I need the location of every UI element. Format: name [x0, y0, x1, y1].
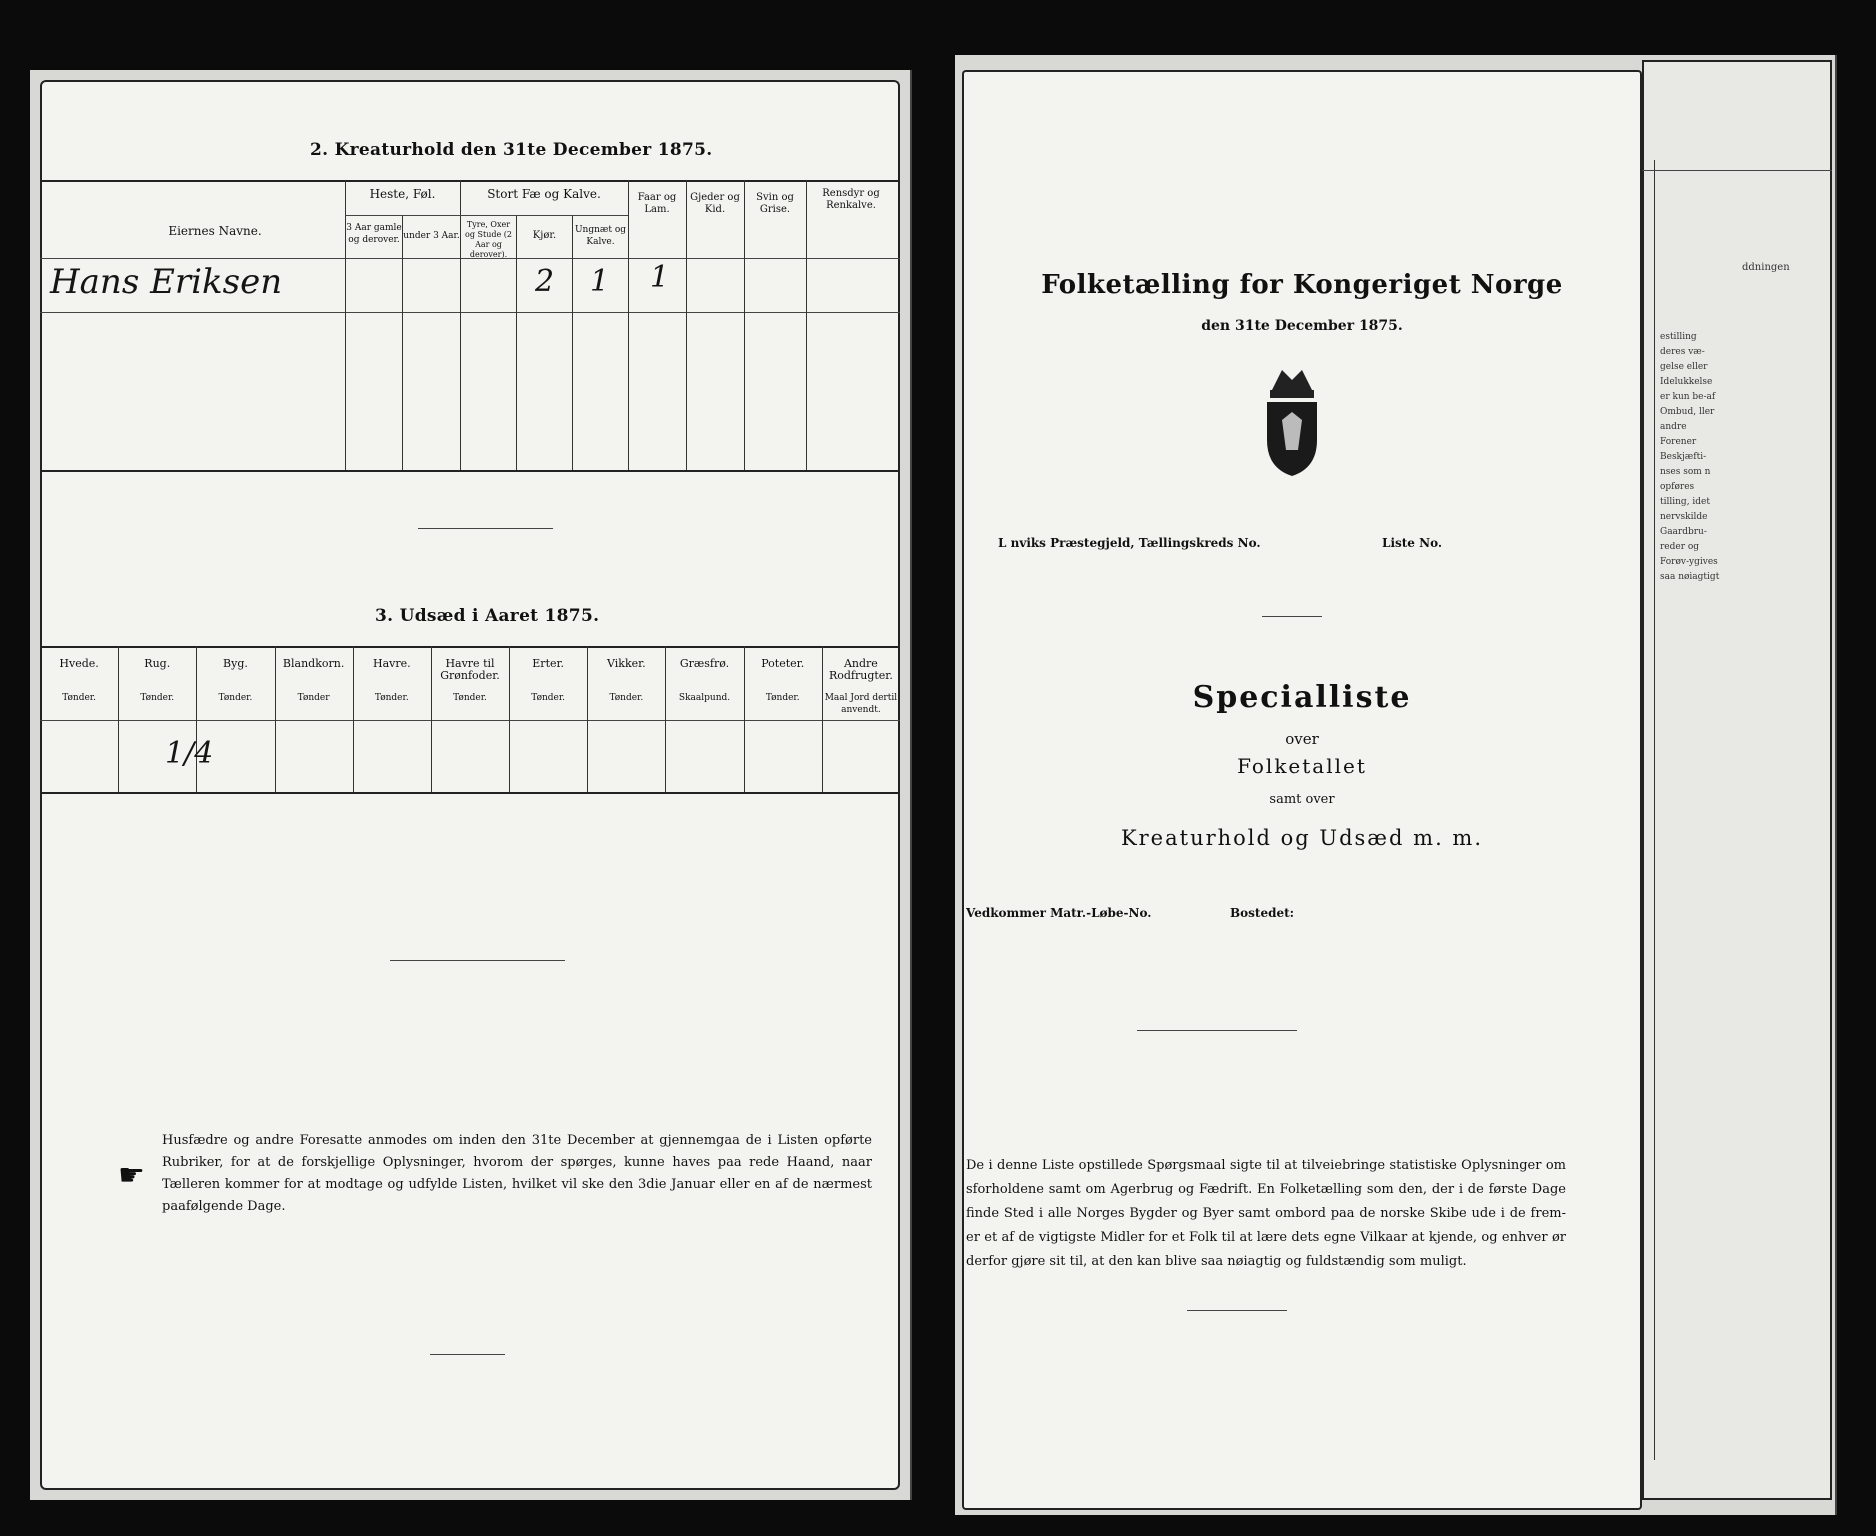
seed-col-name: Hvede.: [59, 657, 99, 670]
parish-line: L nviks Præstegjeld, Tællingskreds No.: [998, 536, 1261, 550]
separator: [390, 960, 565, 961]
sub-header: Ungnæt og Kalve.: [574, 225, 627, 247]
col-divider: [628, 180, 629, 470]
sub-header: Tyre, Oxer og Stude (2 Aar og derover).: [465, 220, 512, 259]
owner-name-handwritten: Hans Eriksen: [50, 262, 283, 302]
seed-col-name: Havre.: [372, 657, 411, 670]
seed-col-unit: Maal Jord dertil anvendt.: [824, 693, 898, 715]
table2-bottom-rule: [40, 470, 900, 472]
strip-header: ddningen: [1742, 262, 1790, 273]
kreaturhold-line: Kreaturhold og Udsæd m. m.: [1120, 826, 1484, 850]
seed-col-unit: Tønder.: [765, 693, 800, 703]
header-faar: Faar og Lam.: [637, 192, 677, 215]
col-divider: [806, 180, 807, 470]
seed-col-unit: Tønder.: [531, 693, 566, 703]
header-stort-fae: Stort Fæ og Kalve.: [487, 187, 601, 201]
value-rug: 1/4: [165, 736, 214, 771]
col-divider: [686, 180, 687, 470]
seed-col-name: Byg.: [223, 657, 248, 670]
seed-col-name: Blandkorn.: [282, 657, 345, 670]
col-divider: [744, 180, 745, 470]
seed-col-name: Rug.: [144, 657, 171, 670]
seed-col-unit: Tønder.: [62, 693, 96, 703]
right-notice-paragraph: De i denne Liste opstillede Spørgsmaal sigte til at tilveiebringe statistiske Oplysninger om sforholdene samt om Agerbrug og Fædrift. En Folketælling som den, der i de første Dage finde Sted i alle Norges Bygder og Byer samt ombord paa de norske Skibe ude i de frem- er et af de vigtigste Midler for et Folk til at lære dets egne Vilkaar at kjende, og enhver ør derfor gjøre sit til, at den kan blive saa nøiagtig og fuldstændig som muligt.: [966, 1158, 1566, 1269]
col-divider: [402, 215, 403, 470]
seed-col-name: Græsfrø.: [679, 657, 730, 670]
seed-col-unit: Skaalpund.: [678, 693, 731, 703]
seed-col-divider: [509, 646, 510, 792]
seed-col-unit: Tønder.: [453, 693, 487, 703]
seed-col-unit: Tønder: [297, 693, 330, 703]
seed-col-name: Havre til Grønfoder.: [440, 657, 500, 682]
seed-col-divider: [431, 646, 432, 792]
specialliste-title: Specialliste: [1192, 680, 1412, 715]
sub-header: Kjør.: [532, 230, 557, 241]
seed-col-divider: [744, 646, 745, 792]
table3-top-rule: [40, 646, 900, 648]
value-ungnaet: 1: [590, 264, 610, 299]
header-gjeder: Gjeder og Kid.: [690, 192, 740, 215]
table3-header-rule: [40, 720, 900, 721]
separator: [418, 528, 553, 529]
bostedet-label: Bostedet:: [1230, 906, 1295, 920]
matr-label: Vedkommer Matr.-Løbe-No.: [966, 906, 1152, 920]
seed-col-name: Andre Rodfrugter.: [828, 657, 893, 682]
adjacent-page-strip: [1642, 60, 1832, 1500]
table3-bottom-rule: [40, 792, 900, 794]
strip-rule: [1642, 170, 1832, 171]
header-rensdyr: Rensdyr og Renkalve.: [822, 188, 880, 211]
seed-col-unit: Tønder.: [218, 693, 253, 703]
seed-col-divider: [353, 646, 354, 792]
header-heste: Heste, Føl.: [369, 187, 436, 201]
table2-top-rule: [40, 180, 900, 182]
seed-col-unit: Tønder.: [374, 693, 409, 703]
census-date: den 31te December 1875.: [1201, 318, 1403, 334]
strip-column-text: estilling deres væ-gelse eller Idelukkelse er kun be-af Ombud, ller andre Forener Beskjæfti-nses som n opføres tilling, idet nervskilde Gaardbru-reder og Forøv-ygives saa nøiagtigt: [1660, 332, 1720, 582]
separator: [430, 1354, 505, 1355]
value-kjor: 2: [535, 264, 555, 299]
over-1: over: [1285, 730, 1319, 748]
sub-header: 3 Aar gamle og derover.: [346, 223, 402, 245]
subheader-rule: [345, 215, 628, 216]
right-page: [962, 70, 1642, 1510]
folketallet: Folketallet: [1237, 754, 1367, 778]
main-title: Folketælling for Kongeriget Norge: [1041, 270, 1563, 300]
separator: [1262, 616, 1322, 617]
seed-col-name: Erter.: [532, 657, 565, 670]
seed-col-name: Vikker.: [607, 657, 646, 670]
value-faar: 1: [650, 260, 670, 295]
seed-col-divider: [665, 646, 666, 792]
left-page: [40, 80, 900, 1490]
strip-rule: [1654, 160, 1655, 1460]
section-2-title: 2. Kreaturhold den 31te December 1875.: [310, 140, 713, 160]
seed-col-divider: [822, 646, 823, 792]
coat-of-arms-icon: [1252, 360, 1332, 480]
separator: [1187, 1310, 1287, 1311]
owner-column-header: Eiernes Navne.: [168, 224, 262, 238]
col-divider: [516, 215, 517, 470]
seed-col-name: Poteter.: [761, 657, 805, 670]
seed-col-divider: [118, 646, 119, 792]
seed-col-unit: Tønder.: [609, 693, 644, 703]
seed-col-divider: [587, 646, 588, 792]
seed-col-divider: [275, 646, 276, 792]
notice-paragraph: Husfædre og andre Foresatte anmodes om inden den 31te December at gjennemgaa de i Listen opførte Rubriker, for at de forskjellige Oplysninger, hvorom der spørges, kunne haves paa rede Haand, naar Tælleren kommer for at modtage og udfylde Listen, hvilket vil ske den 3die Januar eller en af de nærmest paafølgende Dage.: [162, 1133, 872, 1214]
section-3-title: 3. Udsæd i Aaret 1875.: [375, 606, 600, 626]
table2-row-rule: [40, 312, 900, 313]
seed-col-unit: Tønder.: [140, 693, 175, 703]
pointing-hand-icon: ☛: [118, 1158, 145, 1193]
col-divider: [572, 215, 573, 470]
samt-over: samt over: [1269, 792, 1335, 807]
separator: [1137, 1030, 1297, 1031]
liste-no: Liste No.: [1382, 536, 1443, 550]
header-svin: Svin og Grise.: [756, 192, 794, 215]
sub-header: under 3 Aar.: [403, 231, 460, 241]
